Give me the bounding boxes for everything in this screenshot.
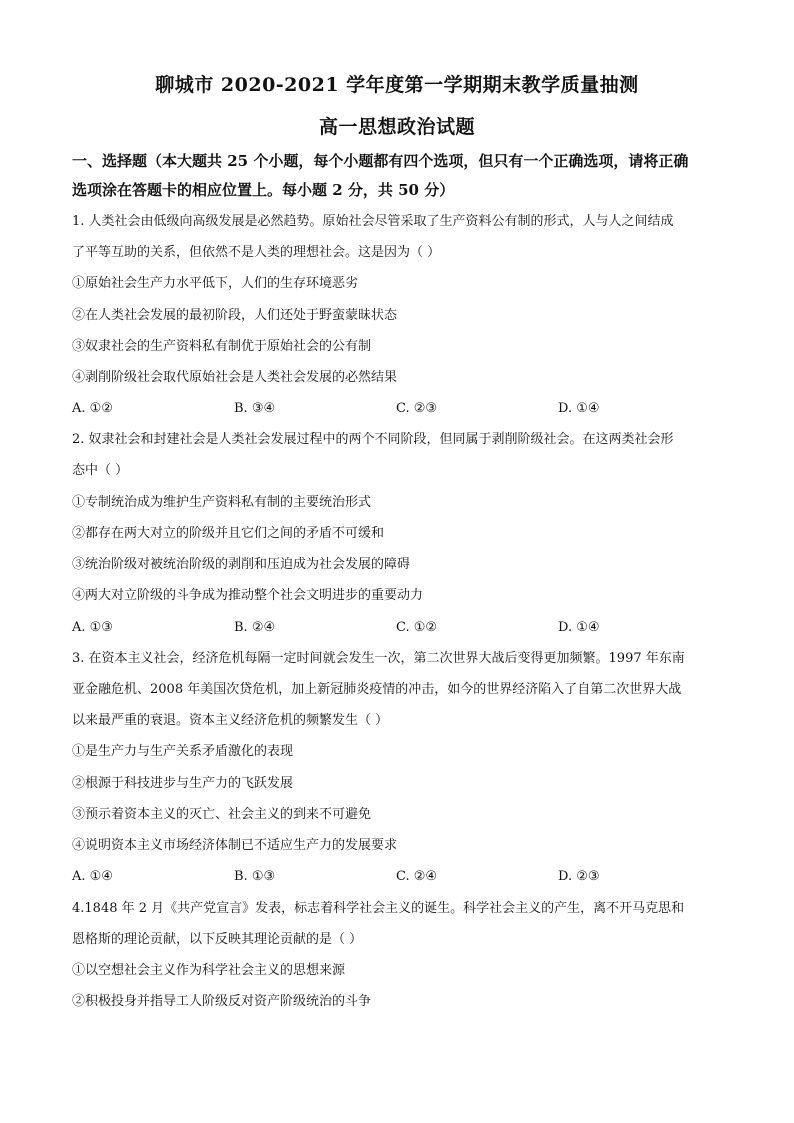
question-2-stem-line-1: 2. 奴隶社会和封建社会是人类社会发展过程中的两个不同阶段，但同属于剥削阶级社会。在这两类社会形 [72,432,674,447]
question-3-stem-line-2: 亚金融危机、2008 年美国次贷危机，加上新冠肺炎疫情的冲击，如今的世界经济陷入了自第二次世界大战 [72,682,682,697]
question-3-item-2: ②根源于科技进步与生产力的飞跃发展 [72,776,294,791]
section-heading-line-1: 一、选择题（本大题共 25 个小题，每个小题都有四个选项，但只有一个正确选项，请将正确 [72,152,689,170]
option-a: A. ①② [72,401,113,416]
question-1-stem-line-2: 了平等互助的关系，但依然不是人类的理想社会。这是因为（ ） [72,245,441,260]
question-3-options [72,867,724,887]
option-b: B. ①③ [234,869,276,884]
option-c: C. ②④ [396,869,438,884]
question-1-item-3: ③奴隶社会的生产资料私有制优于原始社会的公有制 [72,339,372,354]
section-heading-line-2: 选项涂在答题卡的相应位置上。每小题 2 分，共 50 分） [72,181,455,199]
exam-subtitle: 高一思想政治试题 [318,116,475,138]
exam-title: 聊城市 2020-2021 学年度第一学期期末教学质量抽测 [155,74,639,96]
question-1-item-2: ②在人类社会发展的最初阶段，人们还处于野蛮蒙昧状态 [72,308,398,323]
question-2-item-4: ④两大对立阶级的斗争成为推动整个社会文明进步的重要动力 [72,588,424,603]
question-3-stem-line-3: 以来最严重的衰退。资本主义经济危机的频繁发生（ ） [72,713,389,728]
question-1-options [72,399,724,419]
question-3-item-1: ①是生产力与生产关系矛盾激化的表现 [72,744,294,759]
option-a: A. ①③ [72,620,113,635]
option-c: C. ②③ [396,401,438,416]
option-d: D. ①④ [558,401,600,416]
question-2-item-3: ③统治阶级对被统治阶级的剥削和压迫成为社会发展的障碍 [72,557,411,572]
option-b: B. ③④ [234,401,276,416]
option-d: D. ①④ [558,620,600,635]
question-1-stem-line-1: 1. 人类社会由低级向高级发展是必然趋势。原始社会尽管采取了生产资料公有制的形式，人与人之间结成 [72,214,674,229]
question-3-stem-line-1: 3. 在资本主义社会，经济危机每隔一定时间就会发生一次，第二次世界大战后变得更加频繁。1997 年东南 [72,651,685,666]
question-3-item-4: ④说明资本主义市场经济体制已不适应生产力的发展要求 [72,838,398,853]
question-1-item-4: ④剥削阶级社会取代原始社会是人类社会发展的必然结果 [72,370,398,385]
question-4-item-1: ①以空想社会主义作为科学社会主义的思想来源 [72,963,346,978]
question-2-options [72,618,724,638]
option-c: C. ①② [396,620,438,635]
question-1-item-1: ①原始社会生产力水平低下，人们的生存环境恶劣 [72,276,359,291]
question-2-stem-line-2: 态中（ ） [72,463,129,478]
option-b: B. ②④ [234,620,276,635]
question-2-item-2: ②都存在两大对立的阶级并且它们之间的矛盾不可缓和 [72,526,385,541]
question-4-stem-line-2: 恩格斯的理论贡献，以下反映其理论贡献的是（ ） [72,932,363,947]
question-2-item-1: ①专制统治成为维护生产资料私有制的主要统治形式 [72,495,372,510]
option-d: D. ②③ [558,869,600,884]
question-4-stem-line-1: 4.1848 年 2 月《共产党宣言》发表，标志着科学社会主义的诞生。科学社会主义的产生，离不开马克思和 [72,901,685,916]
question-3-item-3: ③预示着资本主义的灭亡、社会主义的到来不可避免 [72,807,372,822]
option-a: A. ①④ [72,869,113,884]
question-4-item-2: ②积极投身并指导工人阶级反对资产阶级统治的斗争 [72,994,372,1009]
